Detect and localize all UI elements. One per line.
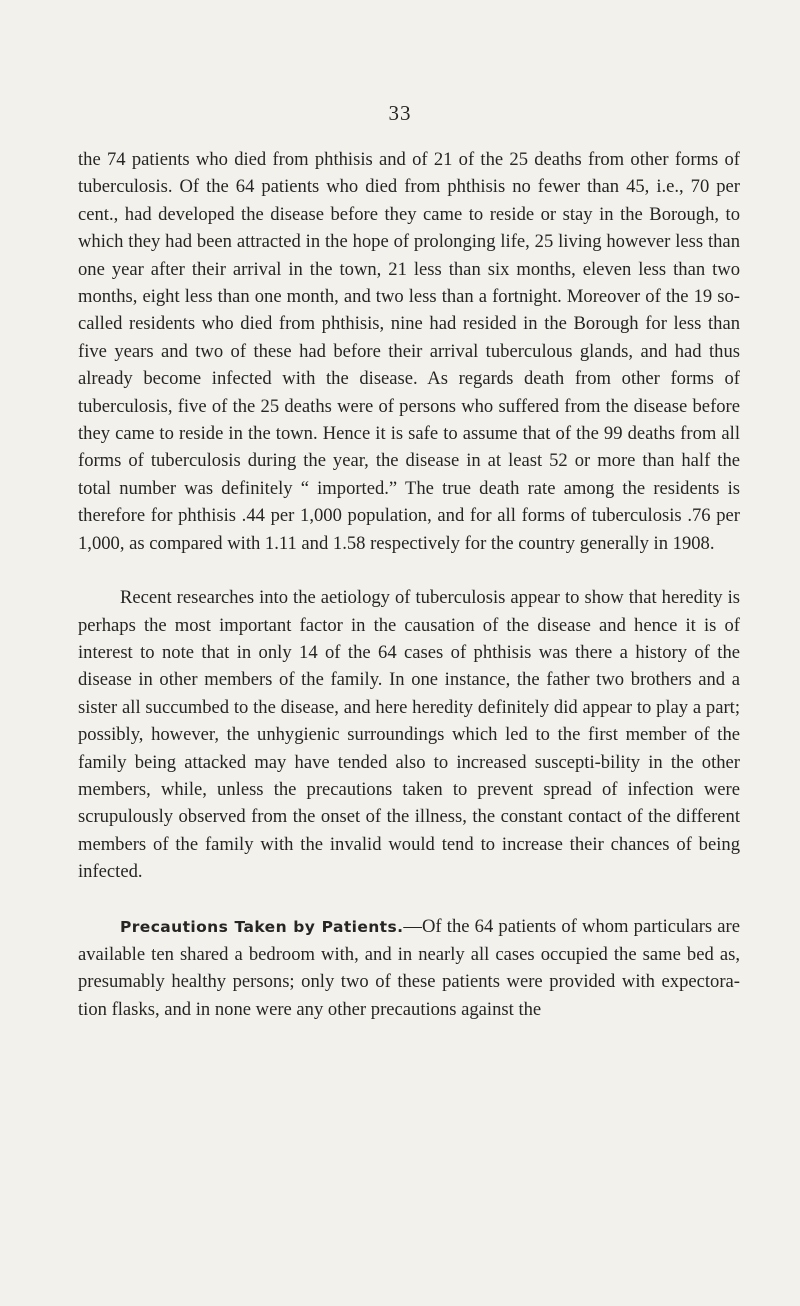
paragraph-heredity: Recent researches into the aetiology of tuberculosis appear to show that heredity is perhaps the most important factor in the causation of the disease and hence it is of interest to note that in only 14 of the 64 cases of phthisis was there a history of the disease in other members of the family. In one instance, the father two brothers and a sister all succumbed to the disease, and here heredity definitely did appear to play a part; possibly, however, the unhygienic surroundings which led to the first member of the family being attacked may have tended also to increased suscepti-bility in the other members, while, unless the precautions taken to prevent spread of infection were scrupulously observed from the onset of the illness, the constant contact of the different members of the family with the invalid would tend to increase their chances of being infected. [78, 587, 740, 883]
paragraph-gap [78, 557, 740, 584]
page-number: 33 [388, 101, 412, 125]
paragraph-tuberculosis-deaths: the 74 patients who died from phthisis and of 21 of the 25 deaths from other forms of tuberculosis. Of the 64 patients who died from phthisis no fewer than 45, i.e., 70 per cent., had developed the disease before they came to reside or stay in the Borough, to which they had been attracted in the hope of prolonging life, 25 living however less than one year after their arrival in the town, 21 less than six months, eleven less than two months, eight less than one month, and two less than a fortnight. Moreover of the 19 so-called residents who died from phthisis, nine had resided in the Borough for less than five years and two of these had before their arrival tuberculous glands, and had thus already become infected with the disease. As regards death from other forms of tuberculosis, five of the 25 deaths were of persons who suffered from the disease before they came to reside in the town. Hence it is safe to assume that of the 99 deaths from all forms of tuberculosis during the year, the disease in at least 52 or more than half the total number was definitely “ imported.” The true death rate among the residents is therefore for phthisis .44 per 1,000 population, and for all forms of tuberculosis .76 per 1,000, as compared with 1.11 and 1.58 respectively for the country generally in 1908. [78, 149, 740, 554]
body-text [78, 146, 740, 1023]
paragraph-gap [78, 886, 740, 913]
paragraph-precautions-text: —Of the 64 patients of whom particulars are available ten shared a bedroom with, and in nearly all cases occupied the same bed as, presumably healthy persons; only two of these patients were provided with expectora-tion flasks, and in none were any other precautions against the [78, 915, 740, 1020]
section-heading-precautions: Precautions Taken by Patients. [120, 917, 404, 936]
paragraph-precautions [78, 913, 740, 1024]
